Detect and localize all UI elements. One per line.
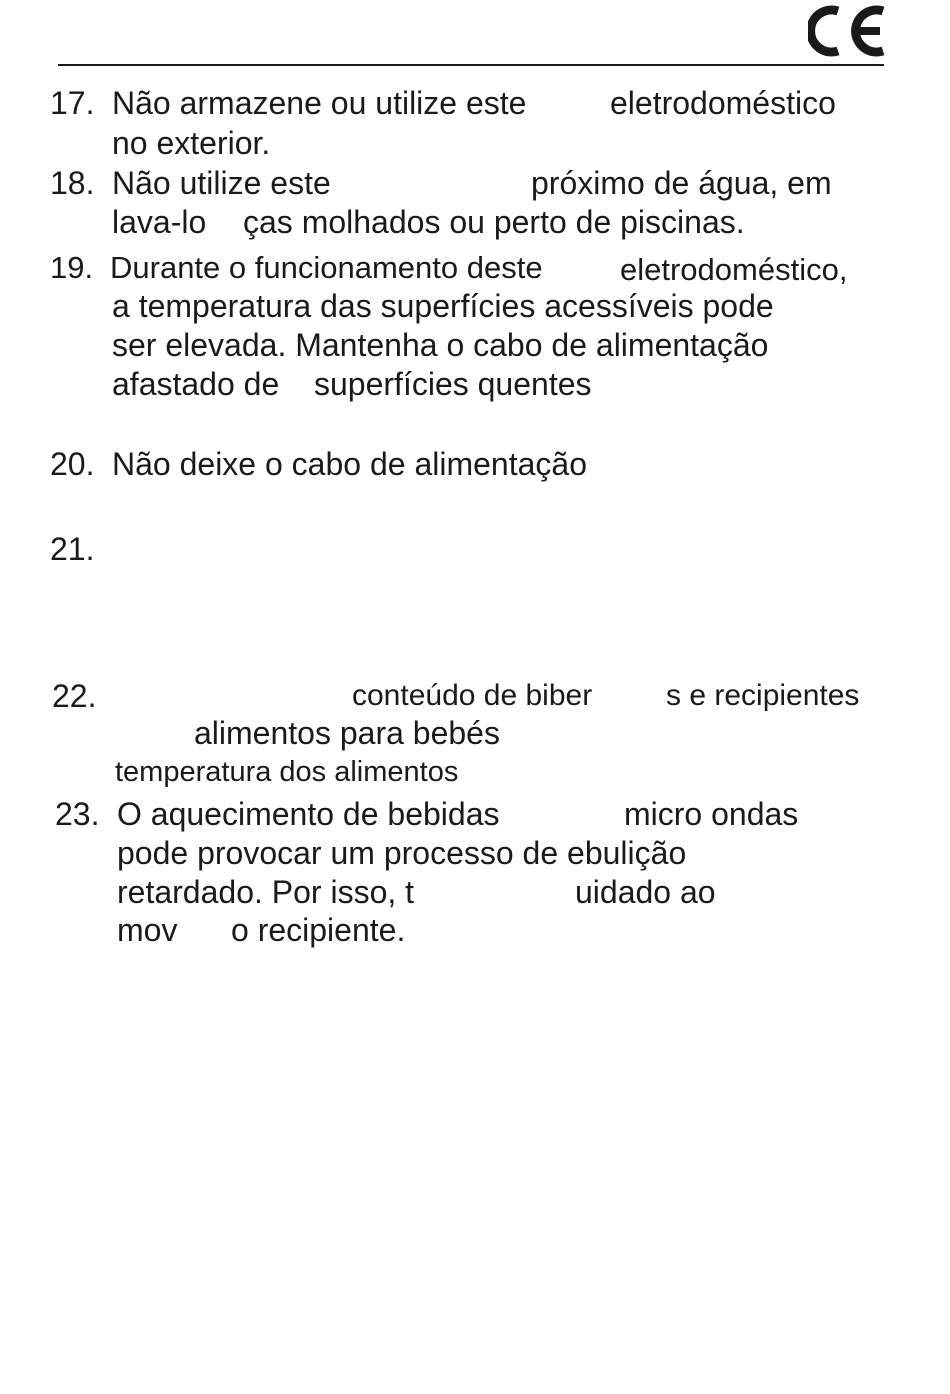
item-23-text-line: uidado ao	[575, 874, 716, 910]
item-23-number: 23.	[55, 796, 100, 832]
item-21-number: 21.	[50, 531, 95, 567]
item-17-text-line: eletrodoméstico	[610, 85, 836, 121]
item-19-text-line: ser elevada. Mantenha o cabo de alimentação	[112, 327, 769, 363]
item-19-text-line: superfícies quentes	[314, 366, 592, 402]
item-23-text-line: pode provocar um processo de ebulição	[117, 835, 687, 871]
item-19-text-line: eletrodoméstico,	[620, 252, 848, 287]
item-17-text-line: no exterior.	[112, 125, 271, 161]
item-19-number: 19.	[50, 250, 94, 285]
item-22-text-line: temperatura dos alimentos	[115, 756, 459, 788]
item-18-text-line: Não utilize este	[112, 165, 331, 201]
header-rule	[58, 64, 884, 66]
item-18-number: 18.	[50, 165, 95, 201]
item-22-text-line: conteúdo de biber	[352, 679, 593, 712]
item-19-text-line: afastado de	[112, 366, 280, 402]
item-20-number: 20.	[50, 446, 95, 482]
item-19-text-line: a temperatura das superfícies acessíveis pode	[112, 288, 774, 324]
item-23-text-line: micro ondas	[624, 796, 799, 832]
item-22-text-line: s e recipientes	[666, 679, 860, 712]
item-18-text-line: próximo de água, em	[531, 165, 832, 201]
item-22-number: 22.	[52, 678, 97, 714]
item-18-text-line: ças molhados ou perto de piscinas.	[243, 204, 745, 240]
item-19-text-line: Durante o funcionamento deste	[110, 250, 543, 285]
item-20-text-line: Não deixe o cabo de alimentação	[112, 446, 587, 482]
item-22-text-line: alimentos para bebés	[194, 715, 500, 751]
item-17-text-line: Não armazene ou utilize este	[112, 85, 527, 121]
item-23-text-line: O aquecimento de bebidas	[117, 796, 500, 832]
ce-mark-logo	[808, 4, 888, 58]
item-23-text-line: mov	[117, 912, 178, 948]
item-23-text-line: retardado. Por isso, t	[117, 874, 415, 910]
item-17-number: 17.	[50, 85, 95, 121]
item-23-text-line: o recipiente.	[231, 912, 406, 948]
item-18-text-line: lava-lo	[112, 204, 207, 240]
